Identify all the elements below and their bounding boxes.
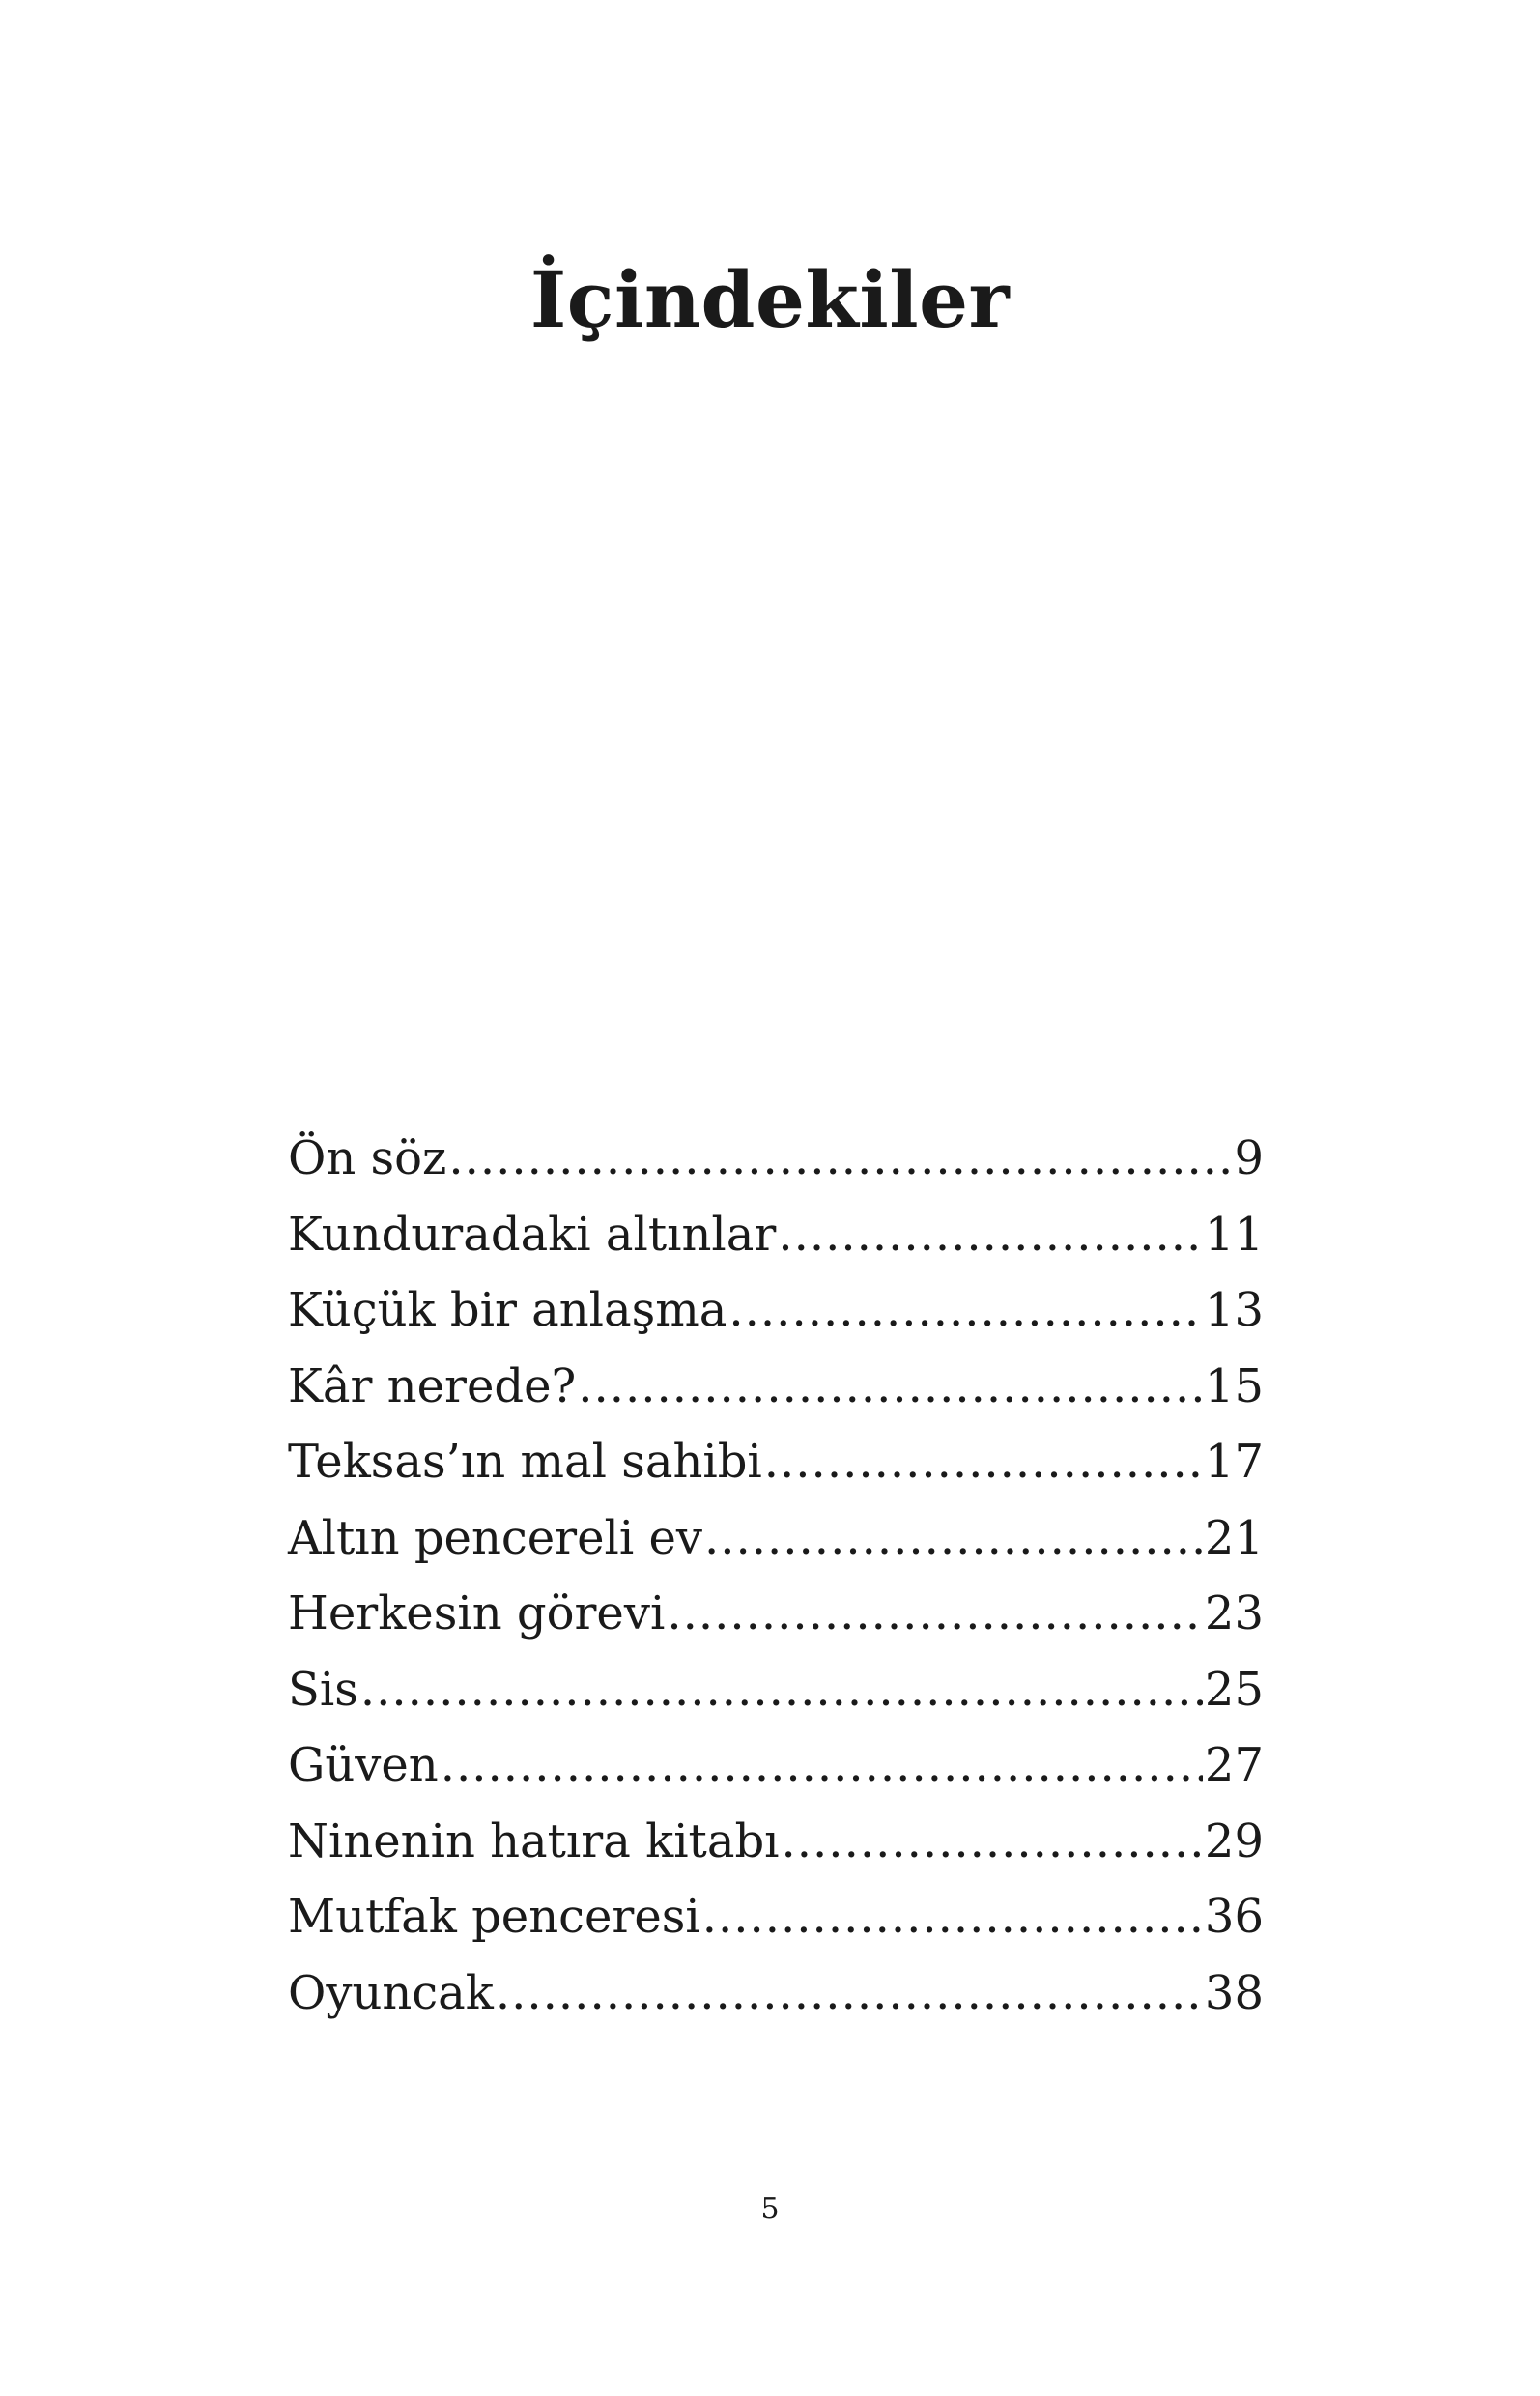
table-of-contents bbox=[288, 1121, 1264, 2031]
toc-dot-leader bbox=[496, 1955, 1203, 2032]
toc-entry-title: Sis bbox=[288, 1662, 358, 1717]
toc-entry-title: Altın pencereli ev bbox=[288, 1510, 702, 1565]
toc-entry-oyuncak[interactable] bbox=[288, 1955, 1264, 2032]
toc-entry-title: Kâr nerede? bbox=[288, 1358, 577, 1413]
toc-entry-title: Ninenin hatıra kitabı bbox=[288, 1813, 780, 1868]
toc-entry-title: Teksas’ın mal sahibi bbox=[288, 1435, 762, 1489]
toc-dot-leader bbox=[360, 1652, 1203, 1728]
toc-dot-leader bbox=[667, 1576, 1203, 1652]
toc-entry-page: 15 bbox=[1204, 1358, 1264, 1413]
toc-dot-leader bbox=[702, 1879, 1203, 1955]
toc-entry-title: Güven bbox=[288, 1738, 439, 1792]
toc-entry-sis[interactable] bbox=[288, 1652, 1264, 1728]
toc-dot-leader bbox=[782, 1804, 1203, 1880]
toc-entry-page: 36 bbox=[1204, 1890, 1264, 1944]
toc-entry-ninenin-hatira-kitabi[interactable] bbox=[288, 1804, 1264, 1880]
toc-entry-page: 11 bbox=[1204, 1207, 1264, 1262]
toc-dot-leader bbox=[728, 1272, 1203, 1349]
toc-entry-on-soz[interactable] bbox=[288, 1121, 1264, 1197]
page-number: 5 bbox=[760, 2192, 780, 2226]
toc-dot-leader bbox=[704, 1500, 1203, 1577]
toc-entry-title: Mutfak penceresi bbox=[288, 1890, 700, 1944]
toc-entry-altin-pencereli-ev[interactable] bbox=[288, 1500, 1264, 1577]
toc-entry-kunduradaki-altinlar[interactable] bbox=[288, 1197, 1264, 1273]
toc-dot-leader bbox=[448, 1121, 1232, 1197]
toc-entry-title: Herkesin görevi bbox=[288, 1586, 666, 1640]
toc-entry-title: Kunduradaki altınlar bbox=[288, 1207, 777, 1262]
toc-entry-kar-nerede[interactable] bbox=[288, 1349, 1264, 1425]
toc-entry-title: Oyuncak bbox=[288, 1965, 494, 2020]
toc-entry-page: 13 bbox=[1204, 1283, 1264, 1337]
toc-entry-page: 38 bbox=[1204, 1965, 1264, 2020]
toc-dot-leader bbox=[441, 1727, 1203, 1804]
toc-entry-page: 27 bbox=[1204, 1738, 1264, 1792]
toc-dot-leader bbox=[578, 1349, 1203, 1425]
toc-entry-page: 23 bbox=[1204, 1586, 1264, 1640]
toc-entry-page: 17 bbox=[1204, 1435, 1264, 1489]
toc-entry-guven[interactable] bbox=[288, 1727, 1264, 1804]
toc-entry-page: 21 bbox=[1204, 1510, 1264, 1565]
toc-entry-title: Ön söz bbox=[288, 1131, 447, 1185]
toc-entry-kucuk-bir-anlasma[interactable] bbox=[288, 1272, 1264, 1349]
toc-entry-page: 25 bbox=[1204, 1662, 1264, 1717]
page-title: İçindekiler bbox=[529, 254, 1011, 345]
toc-dot-leader bbox=[764, 1424, 1203, 1500]
toc-entry-mutfak-penceresi[interactable] bbox=[288, 1879, 1264, 1955]
toc-entry-page: 9 bbox=[1234, 1131, 1264, 1185]
toc-dot-leader bbox=[778, 1197, 1203, 1273]
toc-entry-page: 29 bbox=[1204, 1813, 1264, 1868]
toc-entry-title: Küçük bir anlaşma bbox=[288, 1283, 727, 1337]
toc-entry-herkesin-gorevi[interactable] bbox=[288, 1576, 1264, 1652]
toc-entry-teksasin-mal-sahibi[interactable] bbox=[288, 1424, 1264, 1500]
